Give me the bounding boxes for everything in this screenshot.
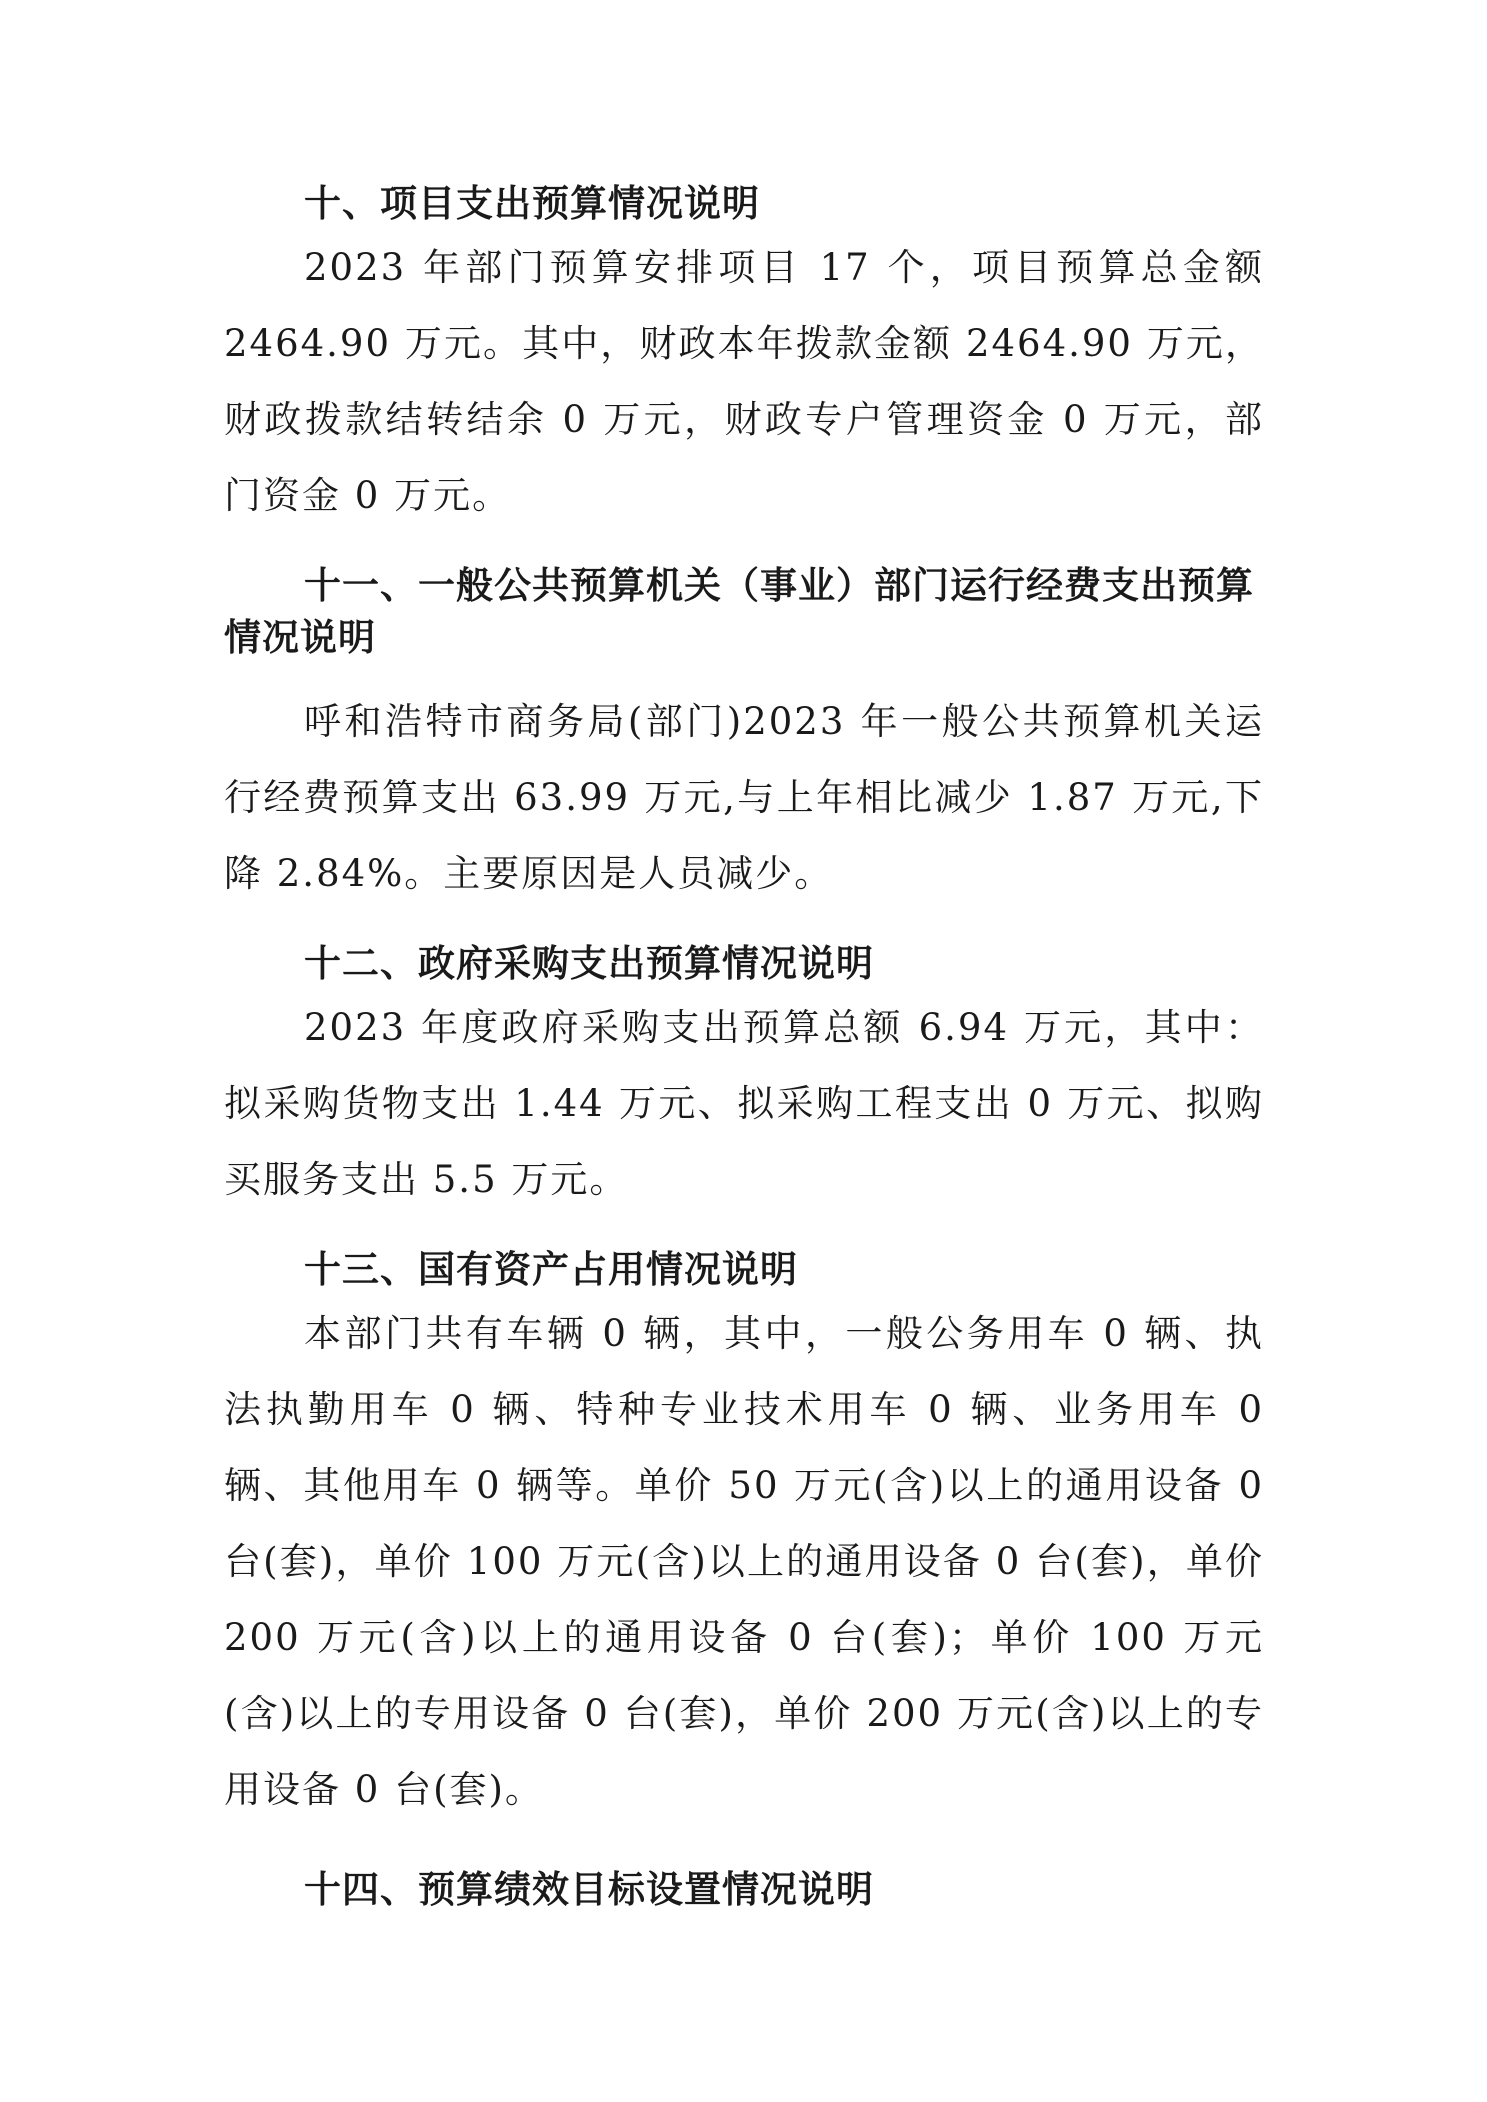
section-11-paragraph: 呼和浩特市商务局(部门)2023 年一般公共预算机关运行经费预算支出 63.99 万元,与上年相比减少 1.87 万元,下降 2.84%。主要原因是人员减少。 xyxy=(224,700,1264,895)
section-11-heading: 十一、一般公共预算机关（事业）部门运行经费支出预算情况说明 xyxy=(224,564,1254,659)
section-12-heading: 十二、政府采购支出预算情况说明 xyxy=(304,942,874,985)
section-13-heading: 十三、国有资产占用情况说明 xyxy=(304,1248,798,1291)
section-12-paragraph: 2023 年度政府采购支出预算总额 6.94 万元，其中：拟采购货物支出 1.44 万元、拟采购工程支出 0 万元、拟购买服务支出 5.5 万元。 xyxy=(224,1006,1264,1201)
document-body xyxy=(224,178,1264,1916)
section-10-heading: 十、项目支出预算情况说明 xyxy=(304,182,760,225)
section-13-paragraph: 本部门共有车辆 0 辆，其中，一般公务用车 0 辆、执法执勤用车 0 辆、特种专业技术用车 0 辆、业务用车 0 辆、其他用车 0 辆等。单价 50 万元(含)以上的通用设备 0 台(套)，单价 100 万元(含)以上的通用设备 0 台(套)，单价 200 万元(含)以上的通用设备 0 台(套)；单价 100 万元(含)以上的专用设备 0 台(套)，单价 200 万元(含)以上的专用设备 0 台(套)。 xyxy=(224,1312,1264,1811)
section-10-paragraph: 2023 年部门预算安排项目 17 个，项目预算总金额 2464.90 万元。其中，财政本年拨款金额 2464.90 万元，财政拨款结转结余 0 万元，财政专户管理资金 0 万元，部门资金 0 万元。 xyxy=(224,246,1264,517)
section-14-heading: 十四、预算绩效目标设置情况说明 xyxy=(304,1868,874,1911)
